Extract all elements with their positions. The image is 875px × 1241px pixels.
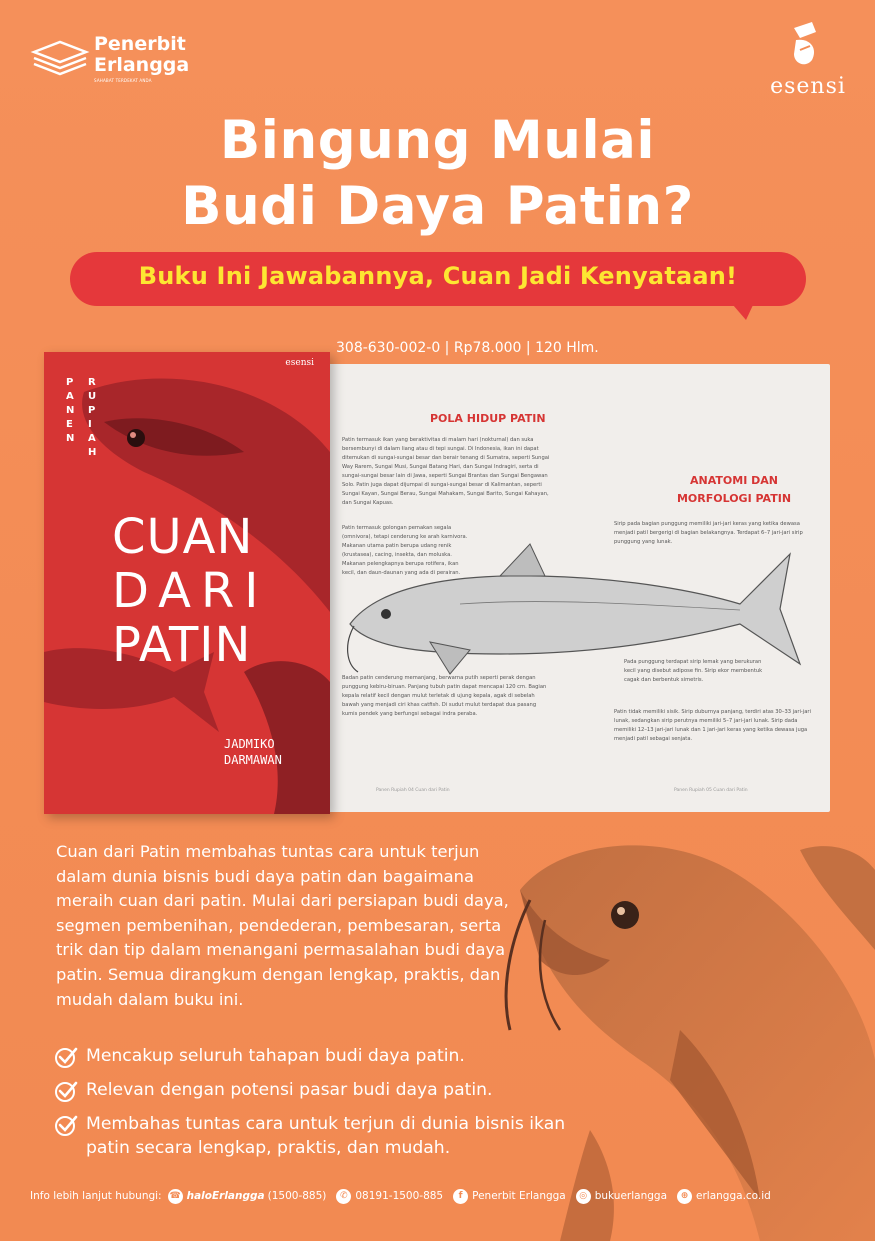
- stacked-books-icon: [30, 38, 90, 78]
- check-circle-icon: [54, 1079, 78, 1103]
- feature-item: [54, 1078, 614, 1102]
- contact-whatsapp-number: 08191-1500-885: [355, 1190, 444, 1202]
- book-meta: 308-630-002-0 | Rp78.000 | 120 Hlm.: [336, 340, 599, 356]
- contact-intro: Info lebih lanjut hubungi:: [30, 1190, 162, 1202]
- publisher-tagline: SAHABAT TERDEKAT ANDA: [94, 78, 152, 83]
- publisher-name-line1: Penerbit: [94, 33, 186, 55]
- cover-author: [224, 736, 324, 768]
- check-circle-icon: [54, 1045, 78, 1069]
- cover-imprint: esensi: [285, 358, 314, 368]
- catfish-illustration: [500, 830, 875, 1241]
- cover-title-line2: DARI: [112, 563, 269, 619]
- book-description: Cuan dari Patin membahas tuntas cara untuk terjun dalam dunia bisnis budi daya patin dan bagaimana meraih cuan dari patin. Mulai dari persiapan budi daya, segmen pembenihan, pendederan, pembesaran, serta trik dan tip dalam menangani permasalahan budi daya patin. Semua dirangkum dengan lengkap, praktis, dan mudah dalam buku ini.: [56, 842, 509, 1009]
- contact-halo-brand: haloErlangga: [186, 1190, 265, 1202]
- headline-line2: Budi Daya Patin?: [181, 176, 694, 237]
- right-page-heading: [674, 472, 794, 508]
- cover-series-letter: H: [88, 447, 97, 458]
- cover-series-letter: N: [66, 405, 75, 416]
- contact-instagram[interactable]: [576, 1189, 667, 1204]
- contact-facebook[interactable]: [453, 1189, 566, 1204]
- left-page-paragraph1: Patin termasuk ikan yang beraktivitas di malam hari (nokturnal) dan suka bersembunyi di dalam liang atau di tepi sungai. Di Indonesia, ikan ini dapat ditemukan di sungai-sungai besar dan berair tenang di Sumatra, seperti Sungai Way Rarem, Sungai Musi, Sungai Batang Hari, dan Sungai Indragiri, serta di sungai-sungai besar lain di Jawa, seperti Sungai Brantas dan Sungai Bengawan Solo. Patin juga dapat dijumpai di sungai-sungai besar di Kalimantan, seperti Sungai Kayan, Sungai Berau, Sungai Mahakam, Sungai Barito, Sungai Kahayan, dan Sungai Kapuas.: [342, 437, 550, 506]
- headline: [0, 108, 875, 240]
- contact-instagram-handle: bukuerlangga: [594, 1190, 668, 1202]
- imprint-logo: [758, 20, 858, 100]
- left-page-footer: Panen Rupiah 04 Cuan dari Patin: [376, 788, 450, 793]
- headline-line1: Bingung Mulai: [219, 110, 656, 171]
- instagram-icon: ◎: [576, 1189, 591, 1204]
- cover-author-line1: JADMIKO: [224, 737, 275, 751]
- feature-text: Relevan dengan potensi pasar budi daya patin.: [86, 1080, 493, 1100]
- cover-series-letter: A: [66, 391, 74, 402]
- cover-series-letter: R: [88, 377, 96, 388]
- cover-series-right: [88, 376, 100, 460]
- cover-title: [112, 510, 322, 672]
- contact-website-url: erlangga.co.id: [696, 1190, 771, 1202]
- phone-icon: ☎: [168, 1189, 183, 1204]
- contact-whatsapp[interactable]: [336, 1189, 443, 1204]
- book-spread: [320, 364, 830, 812]
- cover-series-letter: A: [88, 433, 96, 444]
- whatsapp-icon: ✆: [336, 1189, 351, 1204]
- cover-series-letter: P: [88, 405, 96, 416]
- right-page-paragraph3: Patin tidak memiliki sisik. Sirip duburnya panjang, terdiri atas 30–33 jari-jari lunak, sedangkan sirip perutnya memiliki 5–7 jari-jari lunak. Sirip dada memiliki 12–13 jari-jari lunak dan 1 jari-jari keras yang ketika dewasa juga menjadi patil sebagai senjata.: [614, 709, 811, 742]
- publisher-name-line2: Erlangga: [94, 54, 190, 76]
- cover-title-line1: CUAN: [112, 509, 254, 565]
- cover-author-line2: DARMAWAN: [224, 753, 282, 767]
- globe-icon: ⊕: [677, 1189, 692, 1204]
- cover-title-line3: PATIN: [112, 617, 252, 673]
- facebook-icon: f: [453, 1189, 468, 1204]
- right-page-paragraph2: Pada punggung terdapat sirip lemak yang berukuran kecil yang disebut adipose fin. Sirip ekor membentuk cagak dan berbentuk simetris.: [624, 659, 763, 683]
- tagline-text: Buku Ini Jawabannya, Cuan Jadi Kenyataan!: [138, 262, 738, 290]
- feature-text: Mencakup seluruh tahapan budi daya patin.: [86, 1046, 465, 1066]
- contact-facebook-name: Penerbit Erlangga: [472, 1190, 566, 1202]
- imprint-name: esensi: [770, 74, 846, 99]
- feature-item: [54, 1044, 614, 1068]
- feature-item: [54, 1112, 594, 1160]
- contact-halo-number: (1500-885): [267, 1190, 327, 1202]
- cover-series-letter: U: [88, 391, 97, 402]
- cover-series-letter: N: [66, 433, 75, 444]
- contact-footer: [30, 1186, 860, 1206]
- right-page-paragraph1: Sirip pada bagian punggung memiliki jari-jari keras yang ketika dewasa menjadi patil bergerigi di bagian belakangnya. Terdapat 6–7 jari-jari sirip punggung yang lunak.: [614, 521, 803, 545]
- publisher-logo: [30, 34, 230, 84]
- esensi-leaf-icon: [790, 20, 820, 70]
- cover-series-left: [66, 376, 78, 446]
- right-page-heading-line1: ANATOMI DAN: [690, 474, 778, 487]
- publisher-name: [94, 34, 189, 76]
- book-cover: [44, 352, 330, 814]
- feature-text: Membahas tuntas cara untuk terjun di dunia bisnis ikan patin secara lengkap, praktis, dan mudah.: [86, 1114, 566, 1158]
- patin-fish-drawing: [340, 514, 810, 684]
- banner-tail: [720, 290, 760, 320]
- cover-series-letter: E: [66, 419, 73, 430]
- feature-list: [54, 1044, 614, 1170]
- left-page-paragraph3: Badan patin cenderung memanjang, berwarna putih seperti perak dengan punggung kebiru-biruan. Panjang tubuh patin dapat mencapai 120 cm. Bagian kepala relatif kecil dengan mulut terletak di ujung kepala, agak di sebelah bawah yang menjadi ciri khas catfish. Di sudut mulut terdapat dua pasang kumis pendek yang berfungsi sebagai indra peraba.: [342, 675, 547, 717]
- contact-website[interactable]: [677, 1189, 771, 1204]
- cover-series: [66, 376, 126, 496]
- cover-series-letter: P: [66, 377, 74, 388]
- check-circle-icon: [54, 1113, 78, 1137]
- right-page-heading-line2: MORFOLOGI PATIN: [676, 492, 792, 505]
- right-page-footer: Panen Rupiah 05 Cuan dari Patin: [674, 788, 748, 793]
- left-page-paragraph2: Patin termasuk golongan pemakan segala (omnivora), tetapi cenderung ke arah karnivora. Makanan utama patin berupa udang renik (krustasea), cacing, insekta, dan moluska. Makanan pelengkapnya berupa rotifera, ikan kecil, dan daun-daunan yang ada di perairan.: [342, 525, 468, 576]
- contact-halo[interactable]: [168, 1189, 327, 1204]
- left-page-heading: POLA HIDUP PATIN: [430, 412, 546, 425]
- cover-series-letter: I: [88, 419, 92, 430]
